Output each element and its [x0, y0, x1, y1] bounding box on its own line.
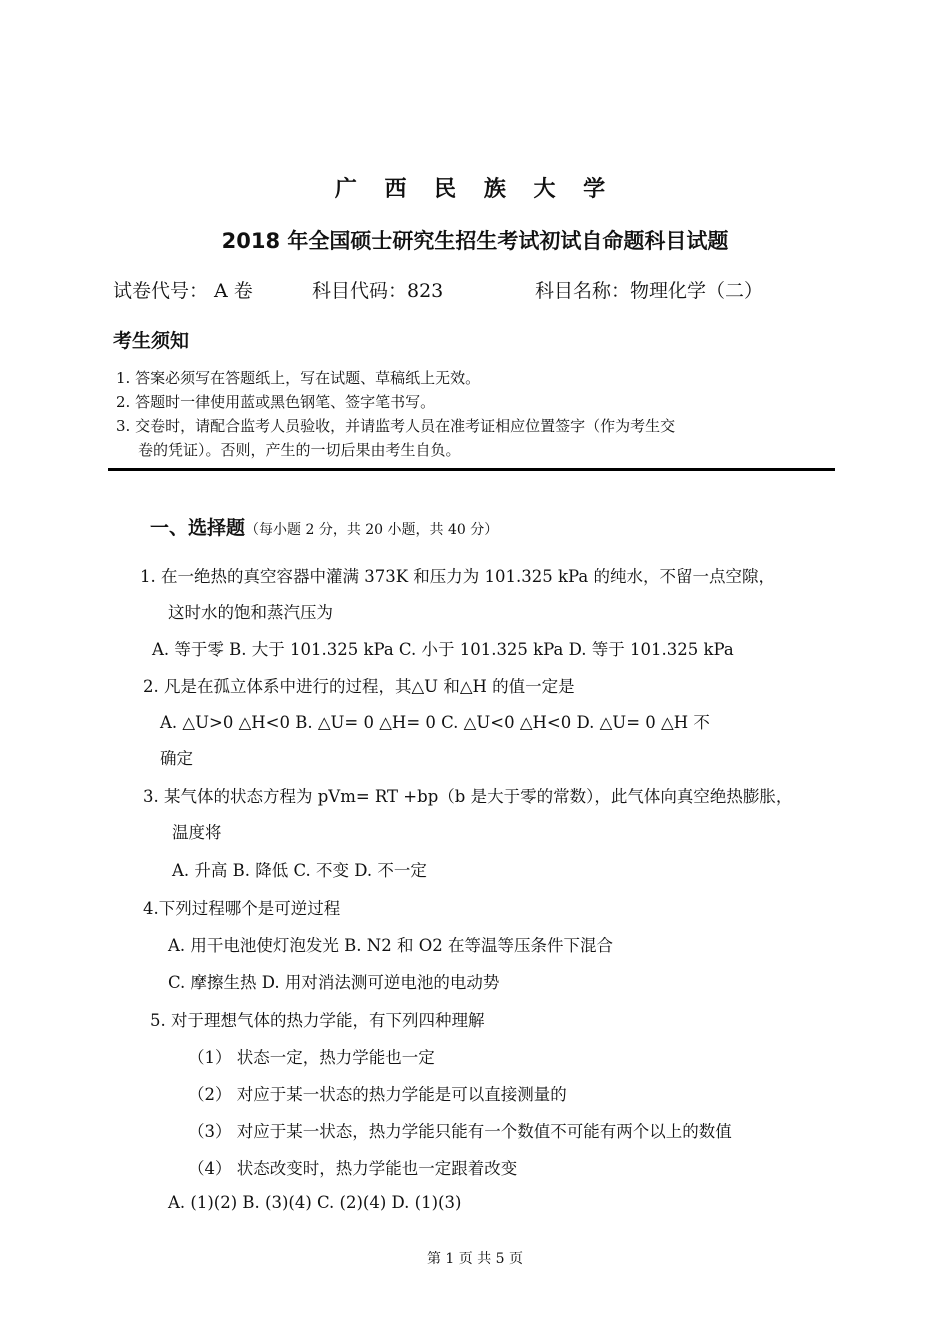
notice-item-3: 3. 交卷时，请配合监考人员验收，并请监考人员在准考证相应位置签字（作为考生交 [116, 417, 676, 435]
notice-item-2: 2. 答题时一律使用蓝或黑色钢笔、签字笔书写。 [116, 393, 436, 411]
question-2-options-cont: 确定 [160, 749, 193, 768]
question-3-cont: 温度将 [172, 823, 222, 842]
question-4-options-cd: C. 摩擦生热 D. 用对消法测可逆电池的电动势 [168, 973, 500, 992]
question-1-cont: 这时水的饱和蒸汽压为 [168, 603, 333, 622]
section-title: 一、选择题 [150, 517, 246, 539]
header-divider [108, 468, 835, 471]
question-1: 1. 在一绝热的真空容器中灌满 373K 和压力为 101.325 kPa 的纯水，不留一点空隙， [140, 567, 775, 586]
subject-code: 科目代码：823 [312, 280, 444, 302]
paper-code: 试卷代号： A 卷 [113, 280, 253, 302]
question-5: 5. 对于理想气体的热力学能，有下列四种理解 [150, 1011, 485, 1030]
question-1-options: A. 等于零 B. 大于 101.325 kPa C. 小于 101.325 kPa D. 等于 101.325 kPa [152, 640, 734, 659]
notice-item-3-cont: 卷的凭证）。否则，产生的一切后果由考生自负。 [138, 441, 461, 459]
question-5-statement-3: （3） 对应于某一状态，热力学能只能有一个数值不可能有两个以上的数值 [188, 1122, 732, 1141]
question-4-options-ab: A. 用干电池使灯泡发光 B. N2 和 O2 在等温等压条件下混合 [168, 936, 613, 955]
exam-title: 2018 年全国硕士研究生招生考试初试自命题科目试题 [221, 229, 729, 253]
question-5-statement-1: （1） 状态一定，热力学能也一定 [188, 1048, 435, 1067]
section-heading [150, 513, 498, 540]
question-2: 2. 凡是在孤立体系中进行的过程，其△U 和△H 的值一定是 [143, 677, 575, 696]
subject-name: 科目名称：物理化学（二） [535, 280, 764, 302]
question-3: 3. 某气体的状态方程为 pVm= RT +bp（b 是大于零的常数），此气体向真空绝热膨胀， [143, 787, 793, 806]
notice-title: 考生须知 [113, 330, 190, 352]
notice-item-1: 1. 答案必须写在答题纸上，写在试题、草稿纸上无效。 [116, 369, 481, 387]
question-4: 4.下列过程哪个是可逆过程 [143, 899, 341, 918]
university-name: 广 西 民 族 大 学 [334, 177, 616, 202]
question-5-statement-2: （2） 对应于某一状态的热力学能是可以直接测量的 [188, 1085, 567, 1104]
question-5-options: A. (1)(2) B. (3)(4) C. (2)(4) D. (1)(3) [168, 1193, 462, 1212]
question-2-options: A. △U>0 △H<0 B. △U= 0 △H= 0 C. △U<0 △H<0 D. △U= 0 △H 不 [160, 713, 710, 732]
section-note: （每小题 2 分，共 20 小题，共 40 分） [245, 522, 499, 538]
question-5-statement-4: （4） 状态改变时，热力学能也一定跟着改变 [188, 1159, 518, 1178]
question-3-options: A. 升高 B. 降低 C. 不变 D. 不一定 [172, 861, 427, 880]
page-footer: 第 1 页 共 5 页 [426, 1251, 524, 1267]
